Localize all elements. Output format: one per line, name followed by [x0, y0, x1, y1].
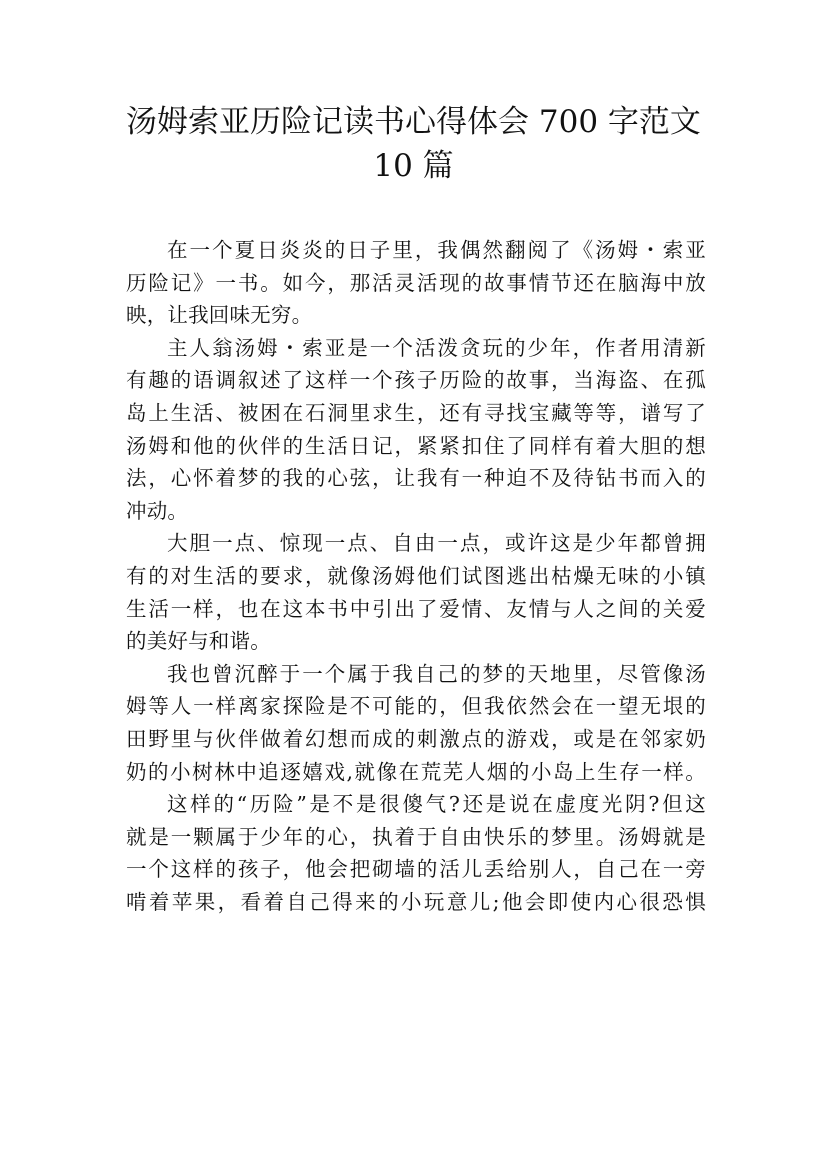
paragraph-3 [126, 527, 706, 657]
text-line: 汤姆和他的伙伴的生活日记，紧紧扣住了同样有着大胆的想 [126, 433, 706, 458]
paragraph-5 [126, 788, 706, 918]
text-line: 映，让我回味无穷。 [126, 303, 313, 328]
text-line: 姆等人一样离家探险是不可能的，但我依然会在一望无垠的 [126, 694, 706, 719]
text-line: 生活一样，也在这本书中引出了爱情、友情与人之间的关爱 [126, 596, 706, 621]
text-line: 法，心怀着梦的我的心弦，让我有一种迫不及待钻书而入的 [126, 466, 706, 491]
text-line: 就是一颗属于少年的心，执着于自由快乐的梦里。汤姆就是 [126, 824, 706, 849]
text-line: 我也曾沉醉于一个属于我自己的梦的天地里，尽管像汤 [167, 661, 706, 686]
text-line: 有趣的语调叙述了这样一个孩子历险的故事，当海盗、在孤 [126, 368, 706, 393]
document-title [100, 100, 727, 188]
text-line: 主人翁汤姆・索亚是一个活泼贪玩的少年，作者用清新 [167, 335, 706, 360]
text-line: 的美好与和谐。 [126, 629, 271, 654]
title-line-2: 10 篇 [373, 148, 454, 184]
paragraph-2 [126, 332, 706, 528]
title-line-1: 汤姆索亚历险记读书心得体会 700 字范文 [126, 104, 701, 140]
paragraph-4 [126, 658, 706, 788]
paragraph-1 [126, 234, 706, 332]
text-line: 岛上生活、被困在石洞里求生，还有寻找宝藏等等，谱写了 [126, 400, 706, 425]
text-line: 一个这样的孩子，他会把砌墙的活儿丢给别人，自己在一旁 [126, 857, 706, 882]
text-line: 有的对生活的要求，就像汤姆他们试图逃出枯燥无味的小镇 [126, 563, 706, 588]
document-body [126, 234, 706, 918]
text-line: 在一个夏日炎炎的日子里，我偶然翻阅了《汤姆・索亚 [167, 238, 706, 262]
text-line: 奶的小树林中追逐嬉戏,就像在荒芜人烟的小岛上生存一样。 [126, 759, 706, 784]
text-line: 这样的“历险”是不是很傻气?还是说在虚度光阴?但这 [167, 792, 706, 817]
text-line: 冲动。 [126, 498, 189, 523]
text-line: 田野里与伙伴做着幻想而成的刺激点的游戏，或是在邻家奶 [126, 726, 706, 751]
text-line: 啃着苹果，看着自己得来的小玩意儿;他会即使内心很恐惧 [126, 889, 706, 914]
text-line: 大胆一点、惊现一点、自由一点，或许这是少年都曾拥 [167, 531, 706, 556]
text-line: 历险记》一书。如今，那活灵活现的故事情节还在脑海中放 [126, 270, 706, 295]
